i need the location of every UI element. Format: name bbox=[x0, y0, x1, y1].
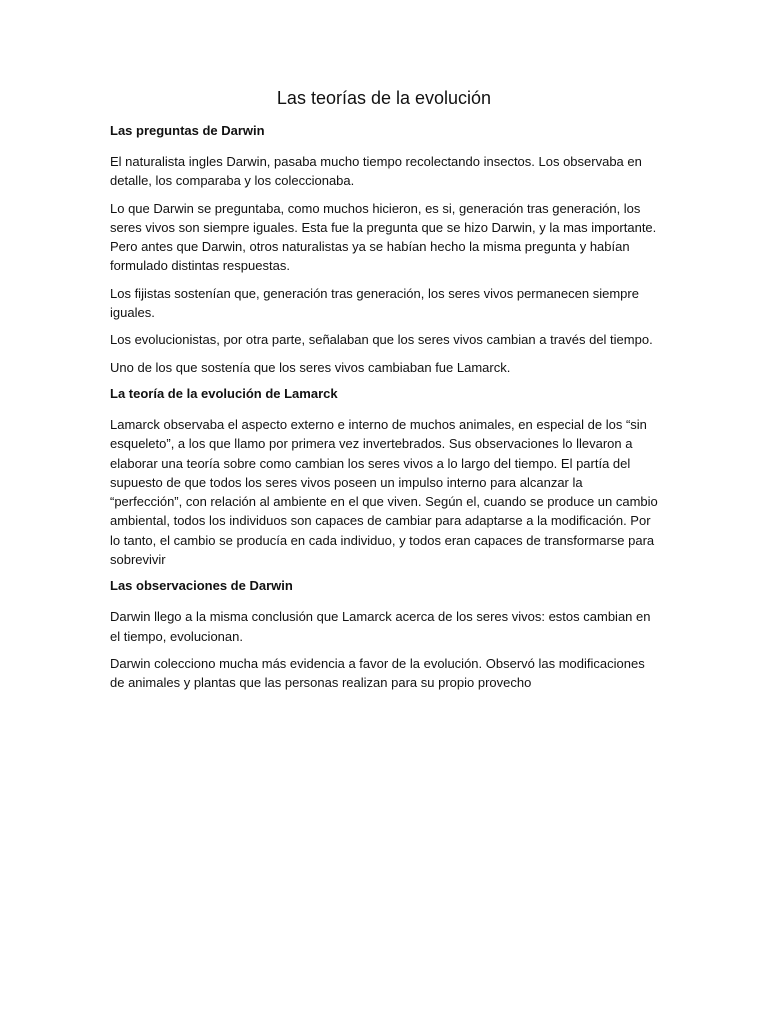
paragraph: Lo que Darwin se preguntaba, como muchos hicieron, es si, generación tras generación, los seres vivos son siempre iguales. Esta fue la pregunta que se hizo Darwin, y la mas importante. Pero antes que Darwin, otros naturalistas ya se habían hecho la misma pregunta y habían formulado distintas respuestas. bbox=[110, 200, 657, 274]
paragraph: Uno de los que sostenía que los seres vivos cambiaban fue Lamarck. bbox=[110, 359, 511, 375]
section-lamarck-theory bbox=[110, 385, 658, 569]
section-heading: La teoría de la evolución de Lamarck bbox=[110, 385, 338, 401]
section-heading: Las observaciones de Darwin bbox=[110, 578, 293, 594]
document-title: Las teorías de la evolución bbox=[276, 88, 492, 108]
paragraph: Lamarck observaba el aspecto externo e interno de muchos animales, en especial de los “sin esqueleto”, a los que llamo por primera vez invertebrados. Sus observaciones lo llevaron a elaborar una teoría sobre como cambian los seres vivos a lo largo del tiempo. El partía del supuesto de que todos los seres vivos poseen un impulso interno para alcanzar la “perfección”, con relación al ambiente en el que viven. Según el, cuando se produce un cambio ambiental, todos los individuos son capaces de cambiar para adaptarse a la modificación. Por lo tanto, el cambio se producía en cada individuo, y todos eran capaces de transformarse para sobrevivir bbox=[110, 416, 658, 568]
paragraph: Los evolucionistas, por otra parte, señalaban que los seres vivos cambian a través del tiempo. bbox=[110, 332, 653, 348]
paragraph: Los fijistas sostenían que, generación tras generación, los seres vivos permanecen siempre iguales. bbox=[110, 285, 639, 321]
section-darwin-observations bbox=[110, 577, 658, 692]
section-heading: Las preguntas de Darwin bbox=[110, 123, 265, 138]
section-darwin-questions bbox=[110, 122, 658, 377]
paragraph: Darwin llego a la misma conclusión que Lamarck acerca de los seres vivos: estos cambian en el tiempo, evolucionan. bbox=[110, 609, 651, 644]
document-page bbox=[110, 86, 658, 701]
paragraph: Darwin colecciono mucha más evidencia a favor de la evolución. Observó las modificaciones de animales y plantas que las personas realizan para su propio provecho bbox=[110, 655, 645, 691]
paragraph: El naturalista ingles Darwin, pasaba mucho tiempo recolectando insectos. Los observaba en detalle, los comparaba y los coleccionaba. bbox=[110, 154, 642, 189]
